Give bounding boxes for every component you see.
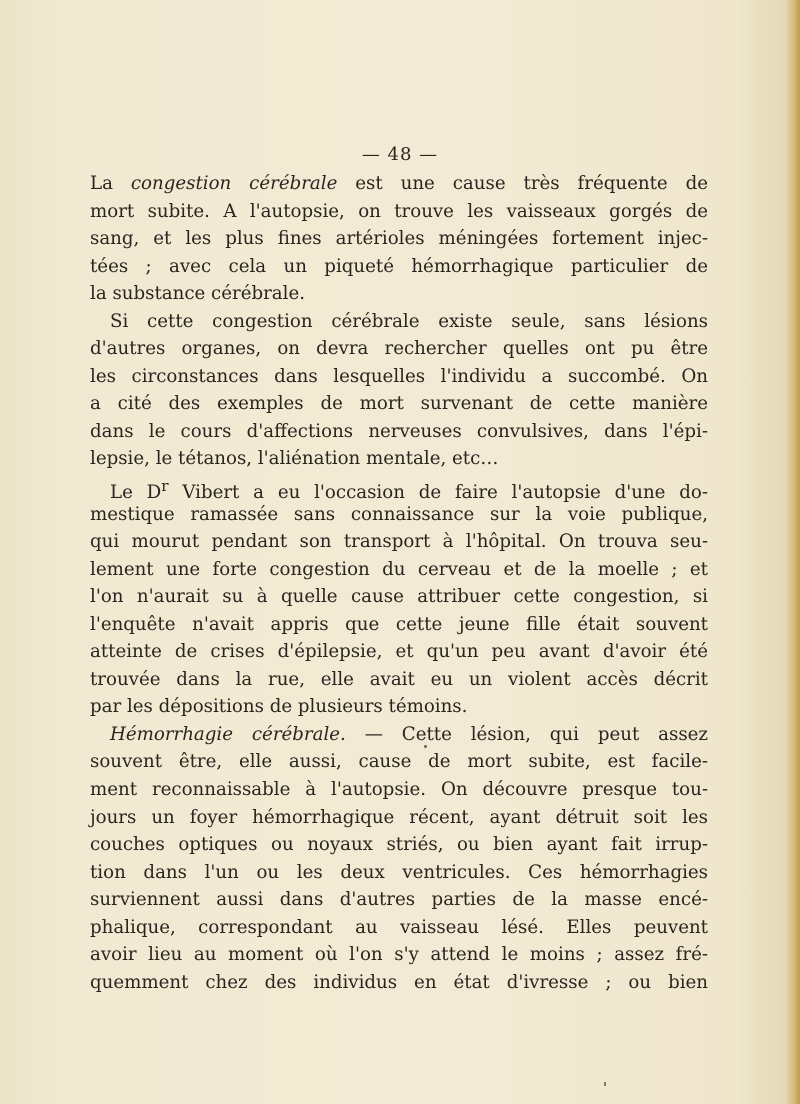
text-line: mort subite. A l'autopsie, on trouve les vaisseaux gorgés de	[90, 200, 708, 222]
text-line: dans le cours d'affections nerveuses convulsives, dans l'épi-	[90, 420, 708, 442]
text-line: ment reconnaissable à l'autopsie. On découvre presque tou-	[90, 779, 708, 801]
text-line: l'enquête n'avait appris que cette jeune fille était souvent	[90, 613, 708, 635]
text-line: jours un foyer hémorrhagique récent, ayant détruit soit les	[90, 806, 708, 828]
text-line: trouvée dans la rue, elle avait eu un violent accès décrit	[90, 668, 708, 690]
text-line: La congestion cérébrale est une cause très fréquente de	[90, 173, 708, 194]
text-line: d'autres organes, on devra rechercher quelles ont pu être	[90, 338, 708, 360]
text-line: lepsie, le tétanos, l'aliénation mentale, etc…	[90, 448, 499, 470]
body-text	[90, 170, 708, 996]
text-line: atteinte de crises d'épilepsie, et qu'un peu avant d'avoir été	[90, 641, 708, 663]
ink-speck-bottom	[604, 1082, 606, 1086]
text-line: Le $D^r$ Vibert a eu l'occasion de faire l'autopsie d'une do-	[110, 477, 708, 504]
text-line: mestique ramassée sans connaissance sur la voie publique,	[90, 503, 708, 525]
text-line: l'on n'aurait su à quelle cause attribuer cette congestion, si	[90, 586, 708, 608]
text-line: lement une forte congestion du cerveau et de la moelle ; et	[90, 558, 708, 580]
text-line: quemment chez des individus en état d'ivresse ; ou bien	[90, 971, 708, 993]
text-line: les circonstances dans lesquelles l'individu a succombé. On	[90, 365, 708, 387]
page-edge-stain	[786, 0, 800, 1104]
text-line: qui mourut pendant son transport à l'hôpital. On trouva seu-	[90, 531, 708, 553]
text-line: tées ; avec cela un piqueté hémorrhagique particulier de	[90, 255, 708, 277]
text-line: a cité des exemples de mort survenant de cette manière	[90, 393, 708, 415]
text-line: sang, et les plus fines artérioles méningées fortement injec-	[90, 228, 708, 250]
ink-speck	[424, 745, 427, 748]
text-line: tion dans l'un ou les deux ventricules. Ces hémorrhagies	[90, 861, 708, 883]
text-line: surviennent aussi dans d'autres parties de la masse encé-	[90, 889, 708, 911]
text-line: Hémorrhagie cérébrale. — Cette lésion, qui peut assez	[110, 723, 708, 745]
text-line: souvent être, elle aussi, cause de mort subite, est facile-	[90, 751, 708, 773]
text-line: par les dépositions de plusieurs témoins.	[90, 696, 468, 718]
text-line: phalique, correspondant au vaisseau lésé. Elles peuvent	[90, 916, 708, 938]
text-line: la substance cérébrale.	[90, 283, 306, 305]
text-line: Si cette congestion cérébrale existe seule, sans lésions	[110, 310, 708, 332]
page-number: — 48 —	[361, 144, 439, 165]
text-line: avoir lieu au moment où l'on s'y attend le moins ; assez fré-	[90, 944, 708, 966]
text-line: couches optiques ou noyaux striés, ou bien ayant fait irrup-	[90, 834, 708, 856]
